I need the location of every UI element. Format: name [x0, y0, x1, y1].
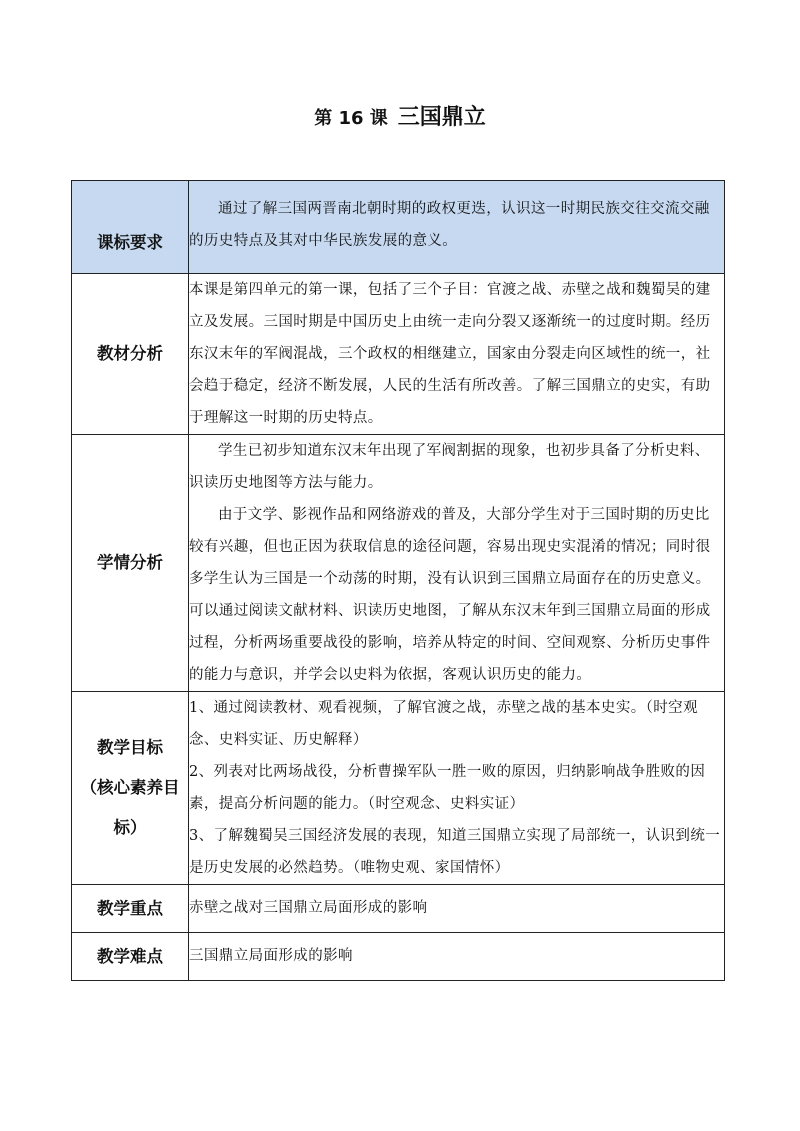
content-curriculum-standard: [189, 181, 725, 274]
content-key-point: [189, 885, 725, 933]
textbook-analysis-text: 本课是第四单元的第一课，包括了三个子目：官渡之战、赤壁之战和魏蜀吴的建立及发展。三国时期是中国历史上由统一走向分裂又逐渐统一的过度时期。经历东汉末年的军阀混战，三个政权的相继建立，国家由分裂走向区域性的统一，社会趋于稳定，经济不断发展，人民的生活有所改善。了解三国鼎立的史实，有助于理解这一时期的历史特点。: [189, 282, 711, 426]
label-learner-analysis: 学情分析: [72, 435, 189, 692]
learner-paragraph: 由于文学、影视作品和网络游戏的普及，大部分学生对于三国时期的历史比较有兴趣，但也正因为获取信息的途径问题，容易出现史实混淆的情况；同时很多学生认为三国是一个动荡的时期，没有认识到三国鼎立局面存在的历史意义。: [189, 507, 711, 587]
row-teaching-objectives: [72, 692, 725, 885]
curriculum-standard-text: 通过了解三国两晋南北朝时期的政权更迭，认识这一时期民族交往交流交融的历史特点及其对中华民族发展的意义。: [189, 201, 710, 249]
label-difficult-point: 教学难点: [72, 933, 189, 981]
objective-item: 3、了解魏蜀吴三国经济发展的表现，知道三国鼎立实现了局部统一，认识到统一是历史发展的必然趋势。（唯物史观、家国情怀）: [189, 828, 721, 876]
content-textbook-analysis: [189, 274, 725, 435]
objectives-label-line: 教学目标: [97, 738, 163, 757]
content-teaching-objectives: [189, 692, 725, 885]
lesson-number: 第 16 课: [314, 108, 388, 129]
objective-item: 1、通过阅读教材、观看视频，了解官渡之战，赤壁之战的基本史实。（时空观念、史料实证、历史解释）: [189, 700, 698, 748]
label-curriculum-standard: 课标要求: [72, 181, 189, 274]
objectives-label-line: 标）: [113, 818, 147, 837]
row-textbook-analysis: [72, 274, 725, 435]
row-curriculum-standard: [72, 181, 725, 274]
lesson-name: 三国鼎立: [397, 105, 486, 130]
content-difficult-point: [189, 933, 725, 981]
objectives-label-line: （核心素养目: [80, 778, 180, 797]
label-key-point: 教学重点: [72, 885, 189, 933]
label-teaching-objectives: [72, 692, 189, 885]
label-textbook-analysis: 教材分析: [72, 274, 189, 435]
lesson-plan-table: [71, 180, 725, 981]
difficult-point-text: 三国鼎立局面形成的影响: [189, 948, 353, 964]
row-key-point: [72, 885, 725, 933]
row-difficult-point: [72, 933, 725, 981]
learner-paragraph: 可以通过阅读文献材料、识读历史地图，了解从东汉末年到三国鼎立局面的形成过程，分析两场重要战役的影响，培养从特定的时间、空间观察、分析历史事件的能力与意识，并学会以史料为依据，客观认识历史的能力。: [189, 603, 711, 683]
content-learner-analysis: [189, 435, 725, 692]
page-title: [0, 103, 800, 134]
learner-paragraph: 学生已初步知道东汉末年出现了军阀割据的现象，也初步具备了分析史料、识读历史地图等方法与能力。: [189, 443, 710, 491]
key-point-text: 赤壁之战对三国鼎立局面形成的影响: [189, 900, 428, 916]
objective-item: 2、列表对比两场战役，分析曹操军队一胜一败的原因，归纳影响战争胜败的因素，提高分析问题的能力。（时空观念、史料实证）: [189, 764, 706, 812]
row-learner-analysis: [72, 435, 725, 692]
